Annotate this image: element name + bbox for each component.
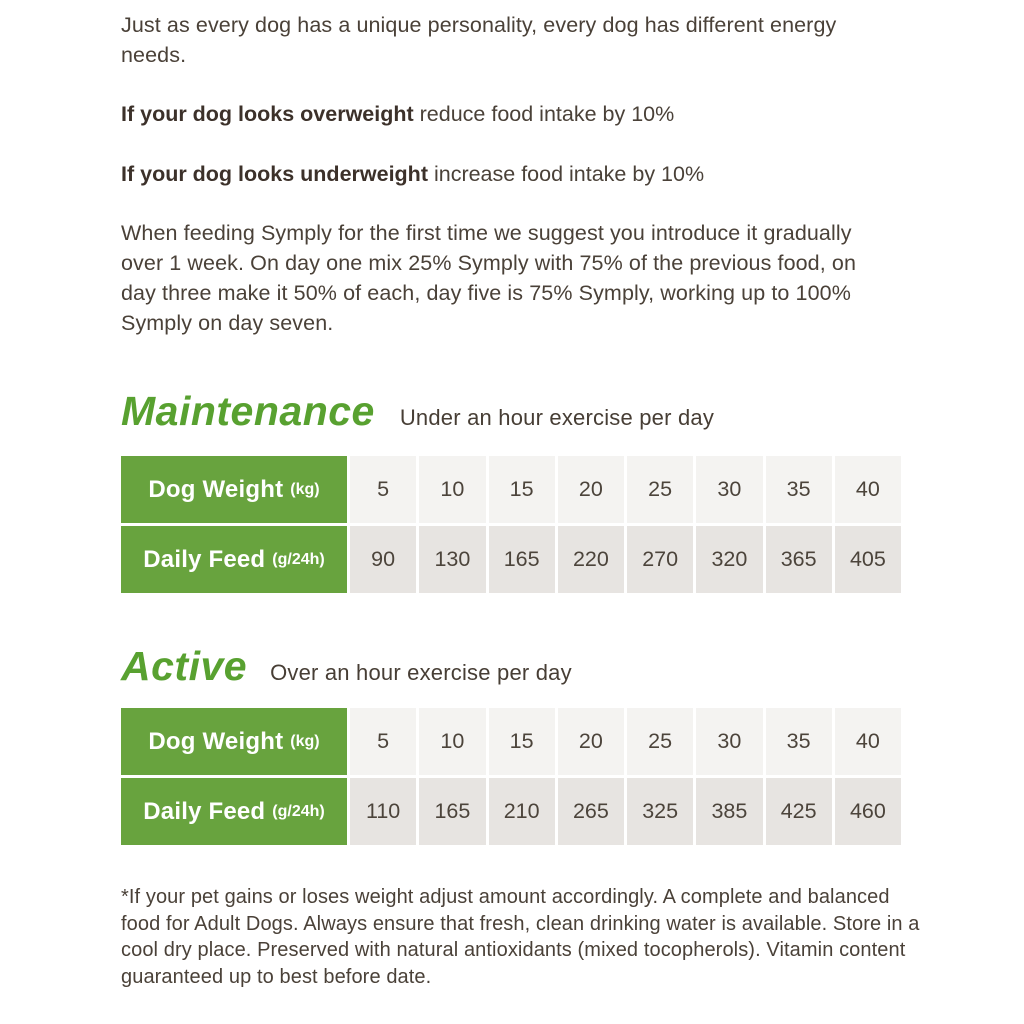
- feed-cell: 325: [627, 778, 693, 845]
- overweight-advice: [121, 99, 903, 129]
- weight-cell: 40: [835, 708, 901, 775]
- feed-cell: 365: [766, 526, 832, 593]
- weight-cell: 5: [350, 456, 416, 523]
- overweight-advice-rest: reduce food intake by 10%: [413, 102, 675, 126]
- active-heading-row: [121, 643, 903, 690]
- feed-cell: 460: [835, 778, 901, 845]
- footnote-line-4: guaranteed up to best before date.: [121, 965, 432, 988]
- feed-unit: (g/24h): [272, 550, 325, 568]
- active-feed-label-cell: [121, 778, 347, 845]
- underweight-advice-rest: increase food intake by 10%: [427, 162, 705, 186]
- overweight-advice-bold: If your dog looks overweight: [121, 102, 414, 126]
- transition-line-4: Symply on day seven.: [121, 311, 334, 335]
- weight-cell: 30: [696, 708, 762, 775]
- footnote-line-2: food for Adult Dogs. Always ensure that fresh, clean drinking water is available. Store in a: [121, 912, 920, 935]
- weight-cell: 10: [419, 708, 485, 775]
- feed-cell: 320: [696, 526, 762, 593]
- intro-line-1: Just as every dog has a unique personality, every dog has different energy: [121, 13, 837, 37]
- feed-cell: 265: [558, 778, 624, 845]
- weight-cell: 15: [489, 708, 555, 775]
- weight-cell: 25: [627, 708, 693, 775]
- weight-label: Dog Weight: [148, 727, 284, 755]
- weight-cell: 15: [489, 456, 555, 523]
- underweight-advice-bold: If your dog looks underweight: [121, 162, 428, 186]
- transition-paragraph: [121, 218, 903, 338]
- maintenance-feed-label-cell: [121, 526, 347, 593]
- feed-cell: 210: [489, 778, 555, 845]
- transition-line-2: over 1 week. On day one mix 25% Symply with 75% of the previous food, on: [121, 251, 856, 275]
- feed-cell: 165: [419, 778, 485, 845]
- weight-cell: 30: [696, 456, 762, 523]
- underweight-advice: [121, 159, 903, 189]
- weight-cell: 35: [766, 456, 832, 523]
- feed-unit: (g/24h): [272, 802, 325, 820]
- weight-unit: (kg): [290, 732, 320, 750]
- feed-cell: 270: [627, 526, 693, 593]
- feed-label: Daily Feed: [143, 797, 266, 825]
- feed-label: Daily Feed: [143, 545, 266, 573]
- maintenance-weight-label-cell: [121, 456, 347, 523]
- weight-cell: 5: [350, 708, 416, 775]
- intro-line-2: needs.: [121, 43, 187, 67]
- maintenance-heading: Maintenance: [121, 388, 375, 434]
- feed-cell: 130: [419, 526, 485, 593]
- weight-cell: 25: [627, 456, 693, 523]
- active-weight-label-cell: [121, 708, 347, 775]
- feed-cell: 110: [350, 778, 416, 845]
- maintenance-subtitle: Under an hour exercise per day: [399, 405, 715, 430]
- transition-line-3: day three make it 50% of each, day five is 75% Symply, working up to 100%: [121, 281, 851, 305]
- weight-cell: 35: [766, 708, 832, 775]
- active-table: [121, 708, 901, 845]
- footnote: [121, 884, 921, 990]
- transition-line-1: When feeding Symply for the first time we suggest you introduce it gradually: [121, 221, 852, 245]
- weight-cell: 10: [419, 456, 485, 523]
- intro-paragraph: [121, 10, 903, 70]
- footnote-line-3: cool dry place. Preserved with natural antioxidants (mixed tocopherols). Vitamin content: [121, 939, 906, 961]
- weight-cell: 40: [835, 456, 901, 523]
- active-subtitle: Over an hour exercise per day: [270, 660, 572, 685]
- feed-cell: 165: [489, 526, 555, 593]
- weight-cell: 20: [558, 708, 624, 775]
- active-heading: Active: [121, 643, 248, 689]
- maintenance-table: [121, 456, 901, 593]
- maintenance-heading-row: [121, 388, 903, 435]
- weight-cell: 20: [558, 456, 624, 523]
- footnote-line-1: *If your pet gains or loses weight adjust amount accordingly. A complete and balanced: [121, 886, 890, 908]
- feed-cell: 425: [766, 778, 832, 845]
- feed-cell: 405: [835, 526, 901, 593]
- feed-cell: 385: [696, 778, 762, 845]
- feed-cell: 90: [350, 526, 416, 593]
- weight-label: Dog Weight: [148, 475, 284, 503]
- feed-cell: 220: [558, 526, 624, 593]
- weight-unit: (kg): [290, 480, 320, 498]
